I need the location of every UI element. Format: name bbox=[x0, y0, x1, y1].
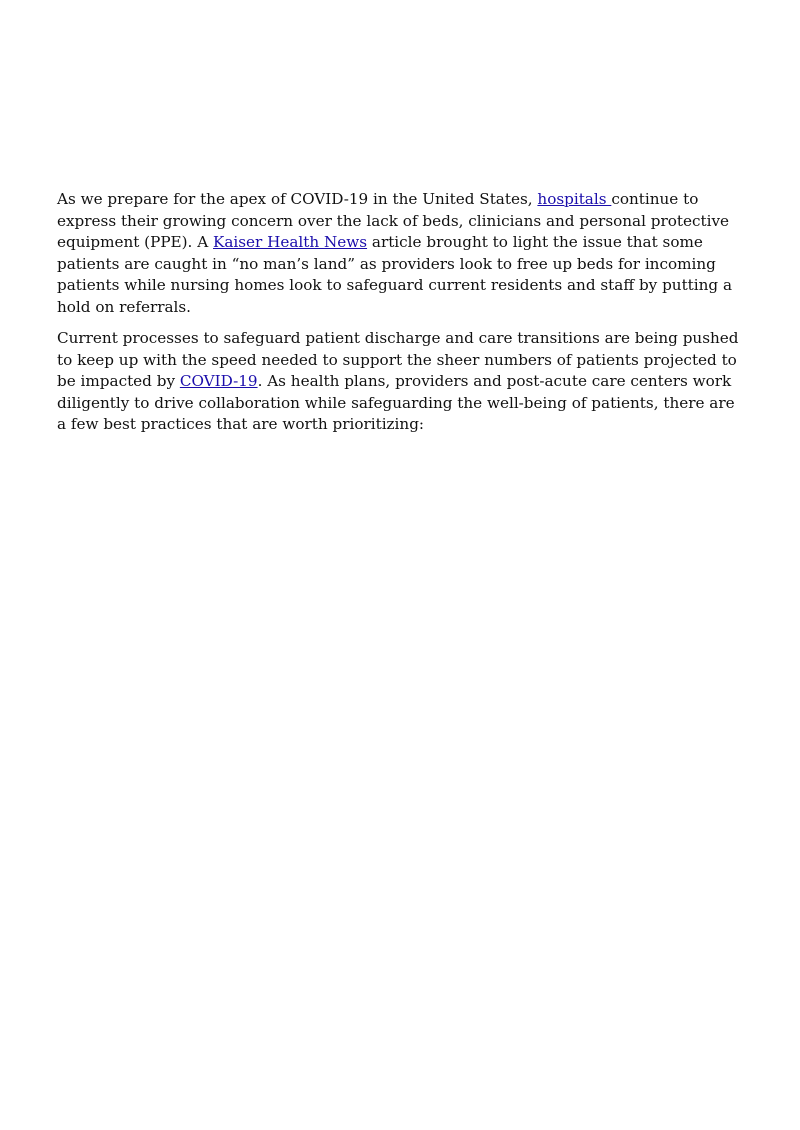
paragraph-2-text-2: . As health plans, providers and post-acute care centers work diligently to drive collaboration while safeguarding the well-being of patients, there are a few best practices that are worth prioritizing: bbox=[57, 372, 735, 433]
paragraph-1-text-1: As we prepare for the apex of COVID-19 in the United States, bbox=[57, 190, 538, 208]
paragraph-2 bbox=[57, 328, 747, 436]
paragraph-1-text-2: continue to express their growing concern over the lack of beds, clinicians and personal protective equipment (PPE). A bbox=[57, 190, 730, 251]
paragraph-2-text-1: Current processes to safeguard patient discharge and care transitions are being pushed to keep up with the speed needed to support the sheer numbers of patients projected to be impacted by bbox=[57, 329, 739, 390]
kaiser-health-news-link[interactable]: Kaiser Health News bbox=[213, 233, 368, 251]
paragraph-1-text-3: article brought to light the issue that some patients are caught in “no man’s land” as providers look to free up beds for incoming patients while nursing homes look to safeguard current residents and staff by putting a hold on referrals. bbox=[57, 233, 733, 316]
article-body bbox=[57, 189, 747, 446]
hospitals-link[interactable]: hospitals bbox=[537, 190, 612, 208]
paragraph-1 bbox=[57, 189, 747, 318]
covid-19-link[interactable]: COVID-19 bbox=[179, 372, 258, 390]
